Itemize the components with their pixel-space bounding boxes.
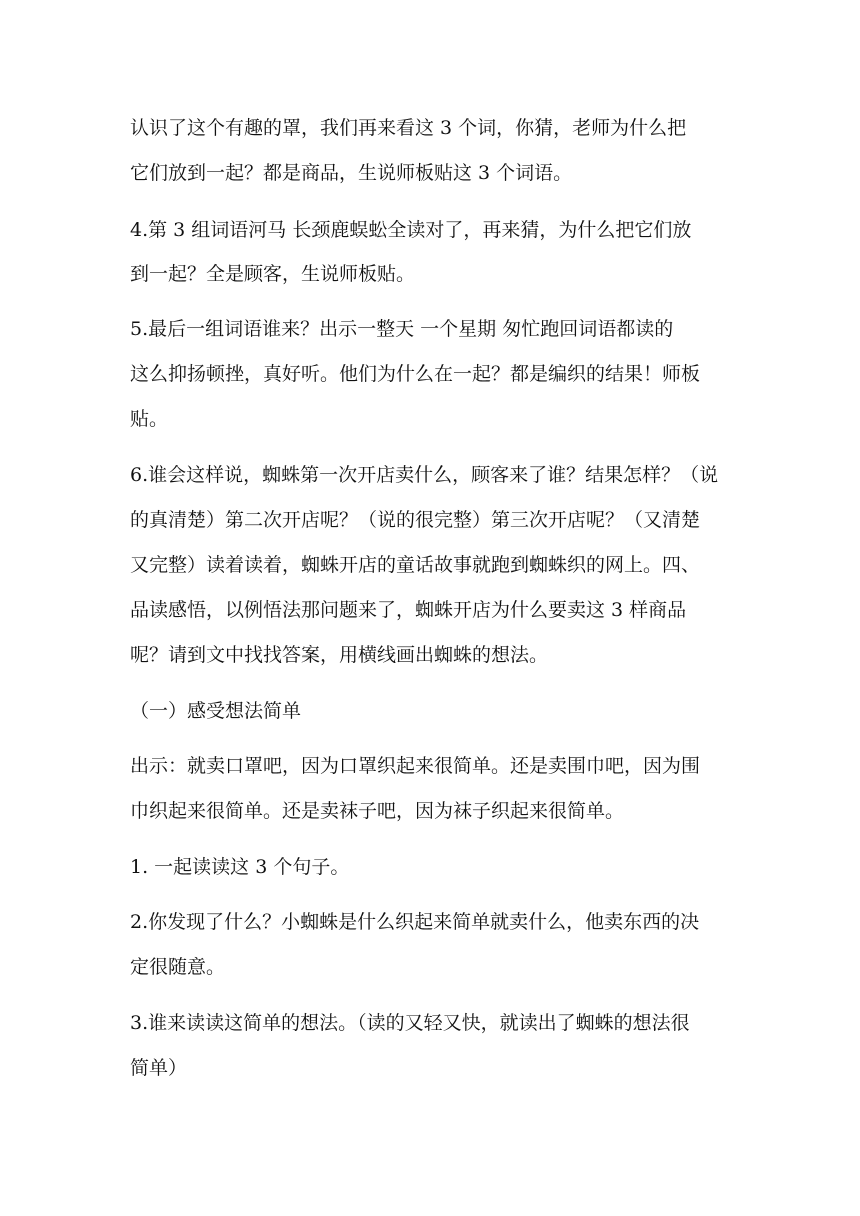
text-line: 品读感悟，以例悟法那问题来了，蜘蛛开店为什么要卖这 3 样商品 (130, 599, 687, 621)
text-line: 5.最后一组词语谁来？出示一整天 一个星期 匆忙跑回词语都读的 (130, 318, 674, 340)
text-line: 又完整）读着读着，蜘蛛开店的童话故事就跑到蜘蛛织的网上。四、 (130, 554, 701, 576)
text-line: 贴。 (130, 408, 169, 430)
text-line: 简单） (130, 1057, 188, 1079)
section-heading: （一）感受想法简单 (130, 700, 302, 722)
text-line: 这么抑扬顿挫，真好听。他们为什么在一起？都是编织的结果！师板 (130, 363, 701, 385)
text-line: 2.你发现了什么？小蜘蛛是什么织起来简单就卖什么，他卖东西的决 (130, 911, 700, 933)
text-line: 3.谁来读读这简单的想法。（读的又轻又快，就读出了蜘蛛的想法很 (130, 1012, 690, 1034)
text-line: 巾织起来很简单。还是卖袜子吧，因为袜子织起来很简单。 (130, 800, 625, 822)
text-line: 6.谁会这样说，蜘蛛第一次开店卖什么，顾客来了谁？结果怎样？（说 (130, 464, 719, 486)
text-line: 到一起？全是顾客，生说师板贴。 (130, 263, 416, 285)
text-line: 的真清楚）第二次开店呢？（说的很完整）第三次开店呢？（又清楚 (130, 509, 701, 531)
text-line: 出示：就卖口罩吧，因为口罩织起来很简单。还是卖围巾吧，因为围 (130, 755, 701, 777)
text-line: 它们放到一起？都是商品，生说师板贴这 3 个词语。 (130, 162, 573, 184)
text-line: 4.第 3 组词语河马 长颈鹿蜈蚣全读对了，再来猜，为什么把它们放 (130, 219, 692, 241)
text-line: 定很随意。 (130, 956, 226, 978)
text-line: 认识了这个有趣的罩，我们再来看这 3 个词，你猜，老师为什么把 (130, 117, 687, 139)
text-line: 1. 一起读读这 3 个句子。 (130, 856, 350, 878)
text-line: 呢？请到文中找找答案，用横线画出蜘蛛的想法。 (130, 644, 549, 666)
